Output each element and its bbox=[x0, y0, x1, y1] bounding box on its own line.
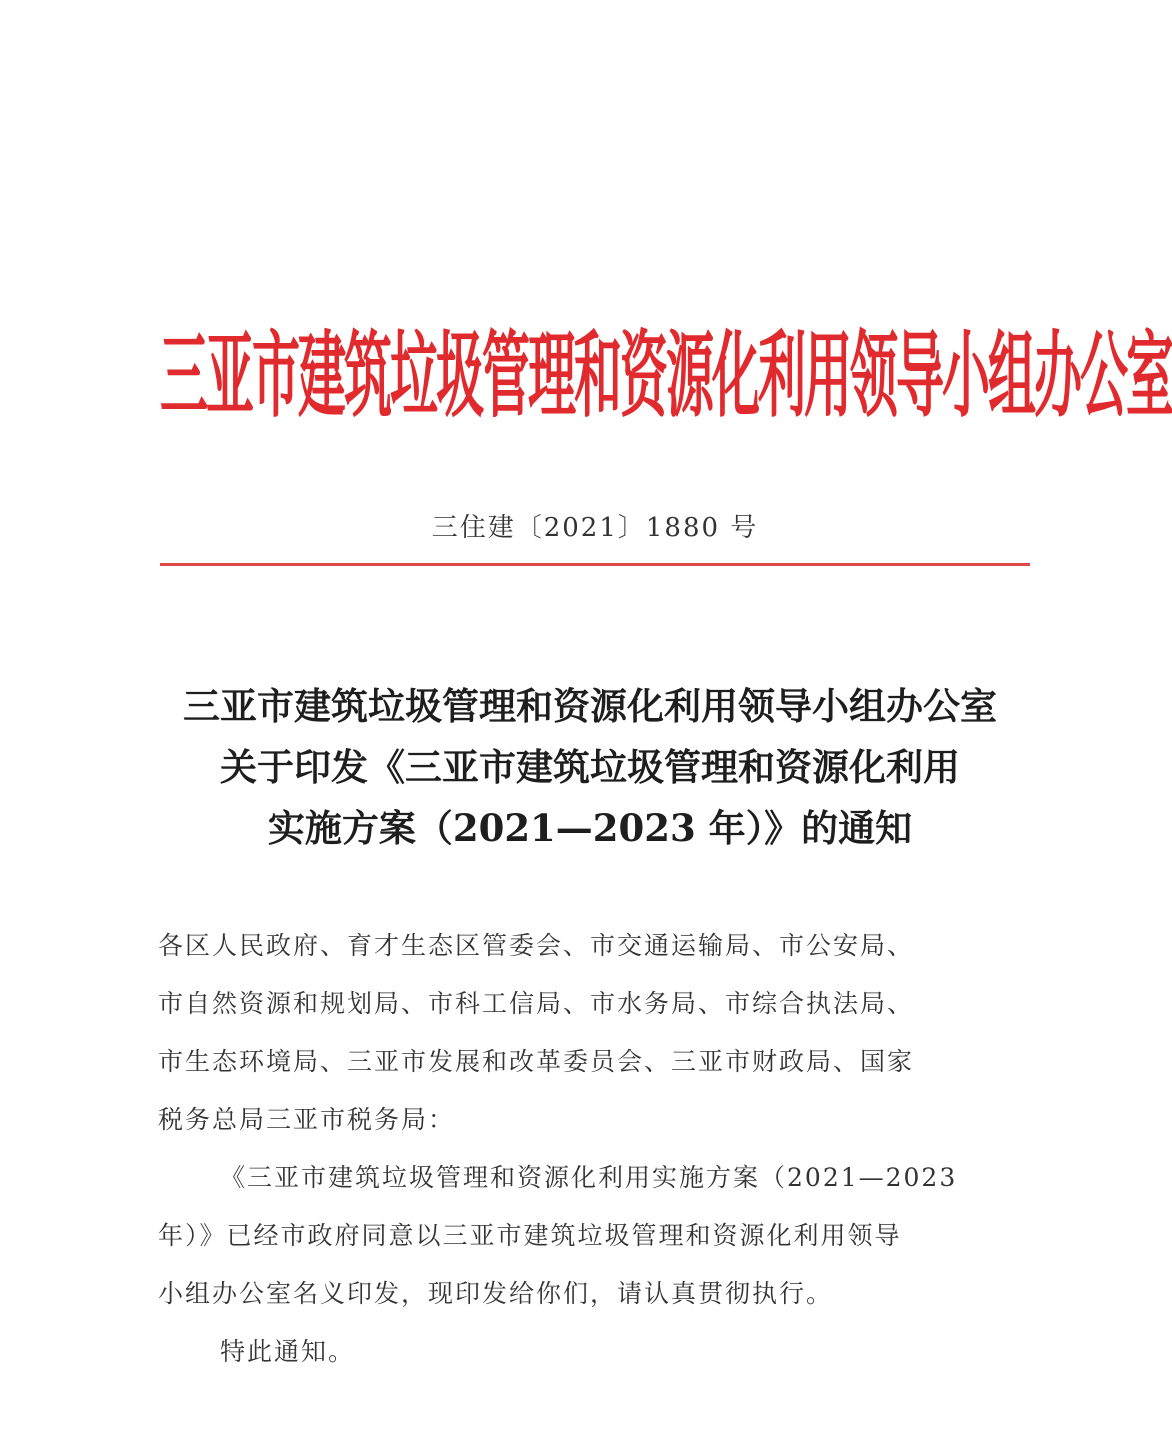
recipients-line-3: 市生态环境局、三亚市发展和改革委员会、三亚市财政局、国家 bbox=[158, 1047, 915, 1076]
title-line-3: 实施方案（2021—2023 年）》的通知 bbox=[267, 806, 913, 850]
notice-title bbox=[150, 676, 1030, 859]
agency-header bbox=[160, 302, 1172, 452]
agency-header-text: 三亚市建筑垃圾管理和资源化利用领导小组办公室 bbox=[160, 322, 1172, 432]
recipients-line-2: 市自然资源和规划局、市科工信局、市水务局、市综合执法局、 bbox=[158, 989, 915, 1018]
red-divider-line bbox=[160, 563, 1030, 566]
paragraph-line-2: 年）》已经市政府同意以三亚市建筑垃圾管理和资源化利用领导 bbox=[158, 1221, 902, 1250]
title-line-1: 三亚市建筑垃圾管理和资源化利用领导小组办公室 bbox=[183, 684, 997, 728]
recipients-line-4: 税务总局三亚市税务局： bbox=[158, 1105, 456, 1134]
recipients-line-1: 各区人民政府、育才生态区管委会、市交通运输局、市公安局、 bbox=[158, 931, 915, 960]
paragraph-line-1: 《三亚市建筑垃圾管理和资源化利用实施方案（2021—2023 bbox=[220, 1163, 958, 1192]
title-line-2: 关于印发《三亚市建筑垃圾管理和资源化利用 bbox=[220, 745, 960, 789]
paragraph-line-3: 小组办公室名义印发，现印发给你们，请认真贯彻执行。 bbox=[158, 1279, 834, 1308]
document-number: 三住建〔2021〕1880 号 bbox=[431, 513, 759, 543]
closing-line: 特此通知。 bbox=[220, 1337, 356, 1366]
notice-body bbox=[158, 917, 1028, 1381]
